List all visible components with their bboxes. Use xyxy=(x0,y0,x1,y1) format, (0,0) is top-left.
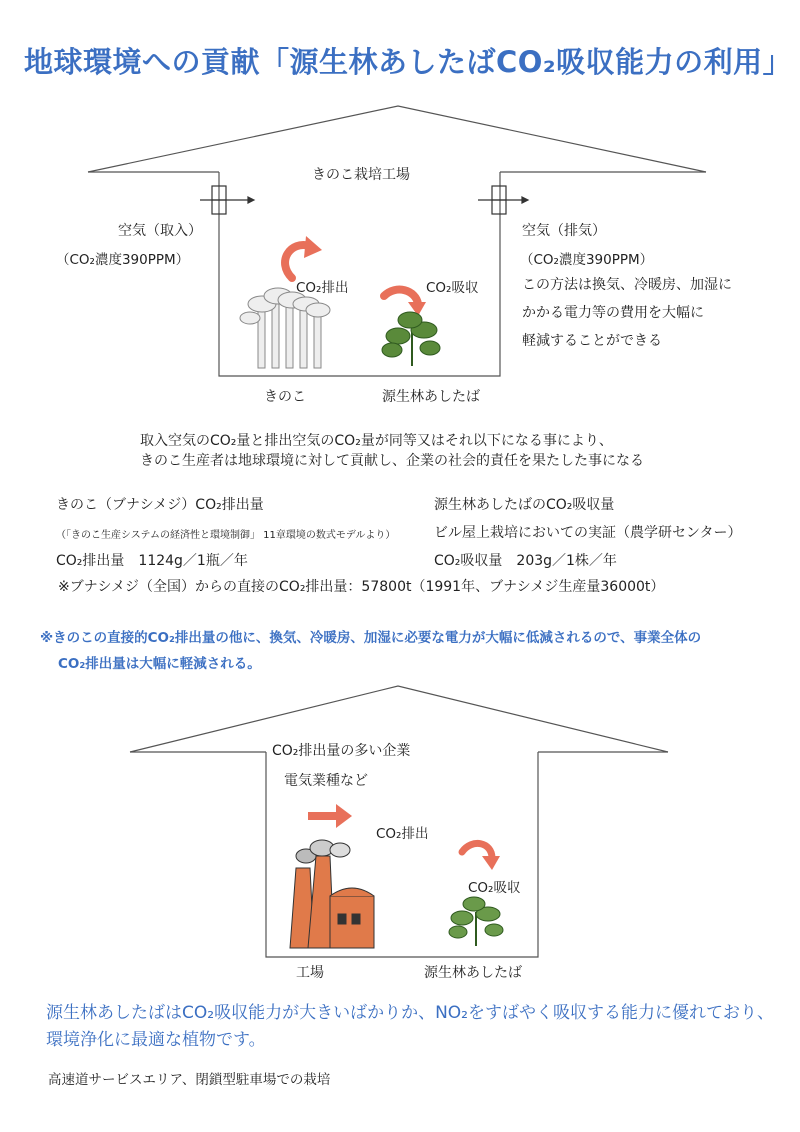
stats-footnote: ※ブナシメジ（全国）からの直接のCO₂排出量：57800t（1991年、ブナシメジ生産量36000t） xyxy=(58,579,665,595)
summary-line-2: きのこ生産者は地球環境に対して貢献し、企業の社会的責任を果たした事になる xyxy=(140,453,644,469)
page-title: 地球環境への貢献「源生林あしたばCO₂吸収能力の利用」 xyxy=(24,45,793,79)
right-stat-heading: 源生林あしたばのCO₂吸収量 xyxy=(434,497,615,513)
emission-label-2: CO₂排出 xyxy=(376,826,429,842)
emission-label: CO₂排出 xyxy=(296,280,349,296)
closing-caption: 高速道サービスエリア、閉鎖型駐車場での栽培 xyxy=(48,1072,331,1088)
absorption-label: CO₂吸収 xyxy=(426,280,479,296)
note-line-3: 軽減することができる xyxy=(522,333,662,349)
ashitaba-label-2: 源生林あしたば xyxy=(424,965,522,981)
absorption-curved-arrow-icon xyxy=(384,290,426,316)
emission-curved-arrow-icon xyxy=(285,236,322,278)
industry-label: 電気業種など xyxy=(284,773,368,789)
highlight-line-2: CO₂排出量は大幅に軽減される。 xyxy=(58,656,261,672)
intake-label: 空気（取入） xyxy=(118,223,202,239)
left-stat-heading: きのこ（ブナシメジ）CO₂排出量 xyxy=(56,497,264,513)
mushroom-label: きのこ xyxy=(264,389,306,405)
right-stat-value: CO₂吸収量 203g／1株／年 xyxy=(434,553,617,569)
absorption-curved-arrow-2-icon xyxy=(462,843,500,870)
exhaust-concentration: （CO₂濃度390PPM） xyxy=(520,252,654,268)
intake-concentration: （CO₂濃度390PPM） xyxy=(56,252,190,268)
mushroom-icon xyxy=(240,288,330,368)
left-stat-value: CO₂排出量 1124g／1瓶／年 xyxy=(56,553,248,569)
intake-vent-icon xyxy=(200,186,254,214)
exhaust-label: 空気（排気） xyxy=(522,223,606,239)
left-stat-source: （「きのこ生産システムの経済性と環境制御」 11章環境の数式モデルより） xyxy=(56,530,396,541)
company-label: CO₂排出量の多い企業 xyxy=(272,743,411,759)
summary-line-1: 取入空気のCO₂量と排出空気のCO₂量が同等又はそれ以下になる事により、 xyxy=(140,433,613,449)
note-line-2: かかる電力等の費用を大幅に xyxy=(522,305,704,321)
absorption-label-2: CO₂吸収 xyxy=(468,880,521,896)
highlight-line-1: ※きのこの直接的CO₂排出量の他に、換気、冷暖房、加湿に必要な電力が大幅に低減されるので、事業全体の xyxy=(40,630,702,646)
factory-icon xyxy=(290,840,374,948)
exhaust-vent-icon xyxy=(478,186,528,214)
emission-straight-arrow-icon xyxy=(308,804,352,828)
ashitaba-plant-2-icon xyxy=(449,897,503,946)
right-stat-source: ビル屋上栽培においての実証（農学研センター） xyxy=(434,525,742,541)
building-label: きのこ栽培工場 xyxy=(312,167,410,183)
closing-text: 源生林あしたばはCO₂吸収能力が大きいばかりか、NO₂をすばやく吸収する能力に優れており、環境浄化に最適な植物です。 xyxy=(46,1003,774,1050)
factory-label: 工場 xyxy=(296,965,324,981)
ashitaba-label: 源生林あしたば xyxy=(382,389,480,405)
note-line-1: この方法は換気、冷暖房、加湿に xyxy=(522,277,732,293)
ashitaba-plant-icon xyxy=(382,312,440,366)
